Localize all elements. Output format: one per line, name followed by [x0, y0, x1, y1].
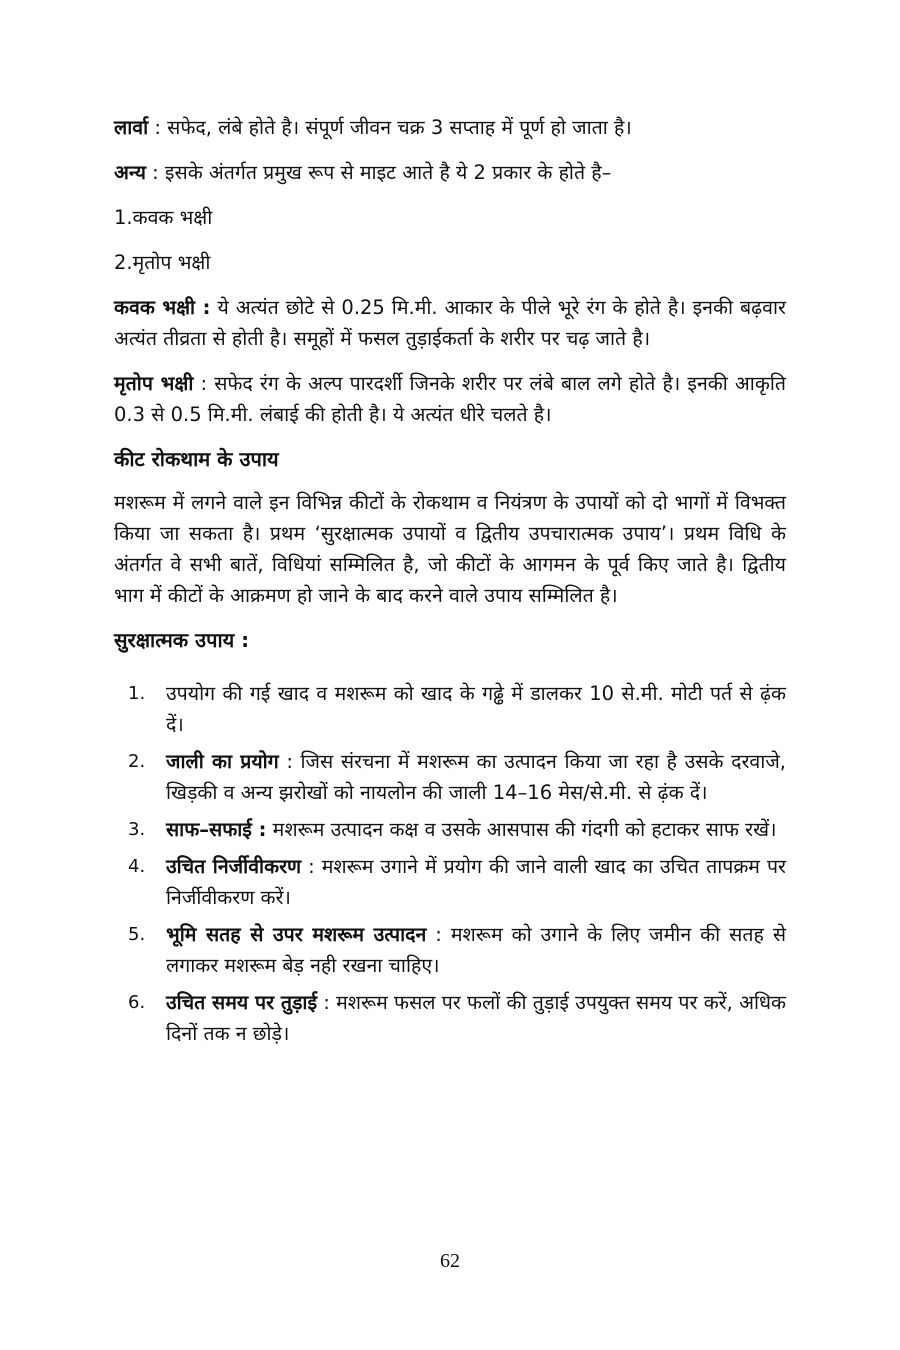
list-item-number: 3.: [128, 819, 146, 840]
kavak-text: ये अत्यंत छोटे से 0.25 मि.मी. आकार के पीले भूरे रंग के होते है। इनकी बढ़वार अत्यंत तीव्रता से होती है। समूहों में फसल तुड़ाईकर्ता के शरीर पर चढ़ जाते है।: [114, 296, 786, 350]
mritop-text: : सफेद रंग के अल्प पारदर्शी जिनके शरीर पर लंबे बाल लगे होते है। इनकी आकृति 0.3 से 0.5 मि.मी. लंबाई की होती है। ये अत्यंत धीरे चलते है।: [114, 372, 786, 426]
list-item-term: भूमि सतह से उपर मशरूम उत्पादन: [166, 923, 427, 946]
anya-term: अन्य: [114, 161, 146, 184]
larva-term: लार्वा: [114, 116, 149, 139]
list-item: [114, 987, 786, 1049]
list-item: [114, 678, 786, 740]
list-item-term: जाली का प्रयोग: [166, 750, 279, 773]
list-item-text: : मशरूम फसल पर फलों की तुड़ाई उपयुक्त समय पर करें, अधिक दिनों तक न छोड़े।: [166, 991, 786, 1045]
list-item-text: : जिस संरचना में मशरूम का उत्पादन किया जा रहा है उसके दरवाजे, खिड़की व अन्य झरोखों को नायलोन की जाली 14–16 मेस/से.मी. से ढ़ंक दें।: [166, 750, 786, 804]
anya-text: : इसके अंतर्गत प्रमुख रूप से माइट आते है ये 2 प्रकार के होते है–: [145, 161, 612, 184]
control-heading: कीट रोकथाम के उपाय: [114, 447, 279, 471]
mritop-paragraph: [114, 368, 786, 430]
page-number: 62: [440, 1250, 460, 1272]
list-item-number: 2.: [128, 751, 146, 772]
list-item-term: साफ–सफाई :: [166, 818, 267, 841]
list-item-term: उचित समय पर तुड़ाई: [166, 991, 318, 1014]
list-item-text: : मशरूम को उगाने के लिए जमीन की सतह से लगाकर मशरूम बेड़ नही रखना चाहिए।: [166, 923, 786, 977]
list-item-number: 5.: [128, 924, 146, 945]
kavak-paragraph: [114, 292, 786, 354]
list-item-text: मशरूम उत्पादन कक्ष व उसके आसपास की गंदगी को हटाकर साफ रखें।: [266, 818, 777, 841]
list-item-number: 1.: [128, 683, 146, 704]
protective-measures-list: [114, 678, 786, 1049]
list-item: [114, 919, 786, 981]
larva-text: : सफेद, लंबे होते है। संपूर्ण जीवन चक्र 3 सप्ताह में पूर्ण हो जाता है।: [148, 116, 632, 139]
anya-paragraph: [114, 157, 786, 188]
list-item: [114, 746, 786, 808]
control-paragraph: मशरूम में लगने वाले इन विभिन्न कीटों के रोकथाम व नियंत्रण के उपायों को दो भागों में विभक्त किया जा सकता है। प्रथम ‘सुरक्षात्मक उपायों व द्वितीय उपचारात्मक उपाय’। प्रथम विधि के अंतर्गत वे सभी बातें, विधियां सम्मिलित है, जो कीटों के आगमन के पूर्व किए जाते है। द्वितीय भाग में कीटों के आक्रमण हो जाने के बाद करने वाले उपाय सम्मिलित है।: [114, 491, 786, 607]
type-1-item: 1.कवक भक्षी: [114, 206, 213, 229]
type-2-item: 2.मृतोप भक्षी: [114, 251, 211, 274]
list-item-text: : मशरूम उगाने में प्रयोग की जाने वाली खाद का उचित तापक्रम पर निर्जीवीकरण करें।: [166, 855, 786, 909]
kavak-term: कवक भक्षी :: [114, 296, 211, 319]
list-item-number: 4.: [128, 856, 146, 877]
list-item: [114, 851, 786, 913]
mritop-term: मृतोप भक्षी: [114, 372, 194, 395]
list-item-number: 6.: [128, 992, 146, 1013]
larva-paragraph: [114, 112, 786, 143]
list-item: [114, 814, 786, 845]
list-item-text: उपयोग की गई खाद व मशरूम को खाद के गढ्ढे में डालकर 10 से.मी. मोटी पर्त से ढ़ंक दें।: [166, 682, 786, 736]
list-item-term: उचित निर्जीवीकरण: [166, 855, 302, 878]
protective-heading: सुरक्षात्मक उपाय :: [114, 628, 250, 652]
